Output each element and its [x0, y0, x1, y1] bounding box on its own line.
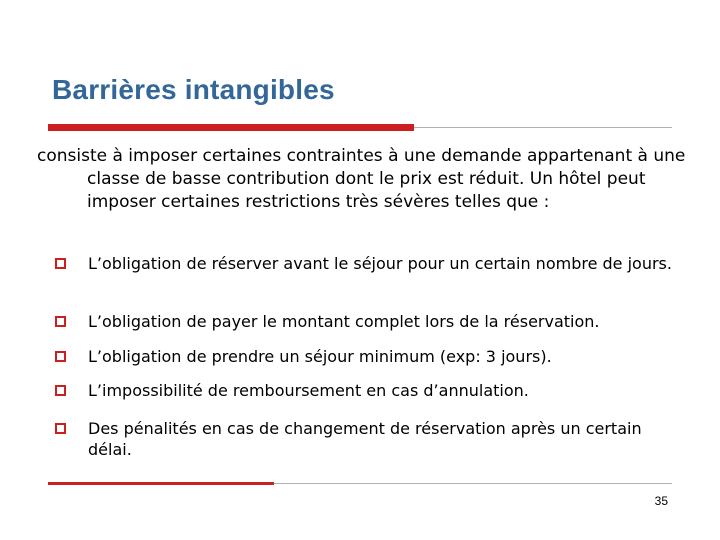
bullet-text: L’obligation de prendre un séjour minimum (exp: 3 jours).	[88, 347, 552, 366]
square-bullet-icon	[55, 385, 66, 396]
bullet-item	[54, 418, 684, 460]
title-underline-gray	[414, 127, 672, 128]
square-bullet-icon	[55, 351, 66, 362]
slide-title: Barrières intangibles	[52, 74, 335, 105]
bullet-text: L’obligation de payer le montant complet lors de la réservation.	[88, 312, 600, 331]
square-bullet-icon	[55, 258, 66, 269]
square-bullet-icon	[55, 423, 66, 434]
intro-paragraph: consiste à imposer certaines contraintes à une demande appartenant à une classe de basse contribution dont le prix est réduit. Un hôtel peut imposer certaines restrictions très sévères telles que :	[37, 146, 686, 212]
bullet-text: Des pénalités en cas de changement de réservation après un certain délai.	[88, 419, 642, 459]
square-bullet-icon	[55, 316, 66, 327]
footer-rule-gray	[274, 483, 672, 484]
page-number: 35	[654, 494, 668, 508]
bullet-item	[54, 311, 684, 332]
bullet-text: L’impossibilité de remboursement en cas d’annulation.	[88, 381, 529, 400]
bullet-text: L’obligation de réserver avant le séjour pour un certain nombre de jours.	[88, 254, 672, 273]
title-underline-red	[48, 124, 414, 131]
bullet-item	[54, 346, 684, 367]
bullet-item	[54, 380, 684, 401]
bullet-item	[54, 253, 684, 274]
footer-rule-red	[48, 482, 274, 485]
